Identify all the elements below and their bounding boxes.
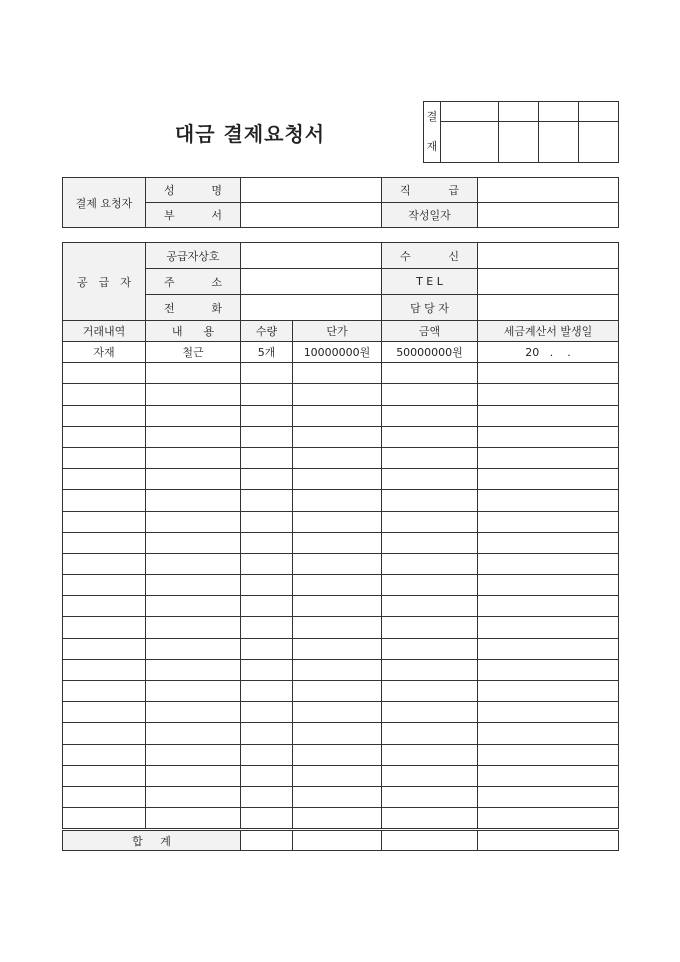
content-cell[interactable]	[146, 808, 241, 830]
recipient-label: 수 신	[382, 243, 478, 269]
amount-cell[interactable]	[382, 617, 478, 638]
item-row-empty	[63, 363, 619, 384]
approval-title-cell[interactable]	[441, 102, 499, 122]
quantity-cell[interactable]	[241, 638, 293, 659]
tax-date-cell[interactable]	[478, 702, 619, 723]
item-row	[63, 342, 619, 363]
total-tax-date[interactable]	[478, 830, 619, 851]
tax-date-cell[interactable]	[478, 511, 619, 532]
quantity-cell[interactable]	[241, 702, 293, 723]
content-cell[interactable]	[146, 659, 241, 680]
tax-date-cell[interactable]	[478, 765, 619, 786]
unit-price-cell[interactable]	[293, 808, 382, 830]
tax-date-cell[interactable]	[478, 426, 619, 447]
content-cell[interactable]	[146, 447, 241, 468]
content-cell[interactable]	[146, 723, 241, 744]
item-row-empty	[63, 681, 619, 702]
item-row-empty	[63, 469, 619, 490]
tax-date-cell[interactable]	[478, 659, 619, 680]
transaction-cell[interactable]	[63, 659, 146, 680]
approval-label	[424, 102, 441, 163]
item-row-empty	[63, 405, 619, 426]
transaction-cell[interactable]	[63, 786, 146, 807]
tax-date-cell[interactable]	[478, 638, 619, 659]
unit-price-cell[interactable]: 10000000원	[293, 342, 382, 363]
item-row-empty	[63, 511, 619, 532]
amount-cell[interactable]	[382, 786, 478, 807]
approval-title-cell[interactable]	[499, 102, 539, 122]
quantity-cell[interactable]	[241, 744, 293, 765]
quantity-cell[interactable]	[241, 553, 293, 574]
item-row-empty	[63, 702, 619, 723]
quantity-header: 수량	[241, 321, 293, 342]
unit-price-cell[interactable]	[293, 490, 382, 511]
quantity-cell[interactable]	[241, 511, 293, 532]
content-cell[interactable]	[146, 681, 241, 702]
amount-cell[interactable]	[382, 638, 478, 659]
unit-price-cell[interactable]	[293, 405, 382, 426]
manager-field[interactable]	[478, 295, 619, 321]
content-cell[interactable]	[146, 532, 241, 553]
item-row-empty	[63, 786, 619, 807]
phone-field[interactable]	[241, 295, 382, 321]
quantity-cell[interactable]	[241, 681, 293, 702]
position-field[interactable]	[478, 178, 619, 203]
tax-date-cell[interactable]	[478, 596, 619, 617]
transaction-cell[interactable]	[63, 596, 146, 617]
approval-sign-cell[interactable]	[441, 122, 499, 163]
transaction-cell[interactable]	[63, 681, 146, 702]
page-title: 대금 결제요청서	[174, 122, 326, 146]
transaction-header: 거래내역	[63, 321, 146, 342]
unit-price-cell[interactable]	[293, 744, 382, 765]
transaction-cell[interactable]	[63, 723, 146, 744]
amount-cell[interactable]: 50000000원	[382, 342, 478, 363]
unit-price-cell[interactable]	[293, 723, 382, 744]
amount-cell[interactable]	[382, 511, 478, 532]
content-cell[interactable]	[146, 469, 241, 490]
content-cell[interactable]	[146, 511, 241, 532]
approval-sign-cell[interactable]	[499, 122, 539, 163]
approval-sign-cell[interactable]	[579, 122, 619, 163]
content-cell[interactable]	[146, 617, 241, 638]
amount-cell[interactable]	[382, 723, 478, 744]
amount-cell[interactable]	[382, 681, 478, 702]
manager-label: 담 당 자	[382, 295, 478, 321]
quantity-cell[interactable]	[241, 808, 293, 830]
item-row-empty	[63, 765, 619, 786]
unit-price-cell[interactable]	[293, 447, 382, 468]
unit-price-header: 단가	[293, 321, 382, 342]
transaction-cell[interactable]	[63, 617, 146, 638]
amount-cell[interactable]	[382, 808, 478, 830]
amount-cell[interactable]	[382, 765, 478, 786]
item-row-empty	[63, 532, 619, 553]
approval-label-bottom: 재	[426, 140, 438, 153]
date-field[interactable]	[478, 203, 619, 228]
amount-cell[interactable]	[382, 702, 478, 723]
unit-price-cell[interactable]	[293, 702, 382, 723]
requester-section-label: 결제 요청자	[63, 178, 146, 228]
company-label: 공급자상호	[146, 243, 241, 269]
item-row-empty	[63, 808, 619, 830]
unit-price-cell[interactable]	[293, 575, 382, 596]
supplier-section-label: 공 급 자	[63, 243, 146, 321]
amount-cell[interactable]	[382, 447, 478, 468]
transaction-cell[interactable]	[63, 702, 146, 723]
transaction-cell[interactable]	[63, 426, 146, 447]
approval-title-cell[interactable]	[579, 102, 619, 122]
content-cell[interactable]	[146, 426, 241, 447]
requester-table	[62, 177, 619, 228]
quantity-cell[interactable]	[241, 617, 293, 638]
items-header-row	[63, 321, 619, 342]
quantity-cell[interactable]: 5개	[241, 342, 293, 363]
amount-cell[interactable]	[382, 426, 478, 447]
transaction-cell[interactable]	[63, 765, 146, 786]
unit-price-cell[interactable]	[293, 511, 382, 532]
transaction-cell[interactable]	[63, 553, 146, 574]
tax-date-cell[interactable]	[478, 786, 619, 807]
tax-date-cell[interactable]	[478, 490, 619, 511]
item-row-empty	[63, 575, 619, 596]
content-cell[interactable]	[146, 744, 241, 765]
amount-cell[interactable]	[382, 596, 478, 617]
tel-label: T E L	[382, 269, 478, 295]
total-row	[63, 830, 619, 851]
unit-price-cell[interactable]	[293, 363, 382, 384]
content-cell[interactable]: 철근	[146, 342, 241, 363]
item-row-empty	[63, 426, 619, 447]
item-row-empty	[63, 617, 619, 638]
unit-price-cell[interactable]	[293, 596, 382, 617]
transaction-cell[interactable]	[63, 638, 146, 659]
quantity-cell[interactable]	[241, 490, 293, 511]
tax-date-cell[interactable]	[478, 553, 619, 574]
unit-price-cell[interactable]	[293, 681, 382, 702]
tax-date-cell[interactable]	[478, 617, 619, 638]
content-cell[interactable]	[146, 490, 241, 511]
item-row-empty	[63, 384, 619, 405]
tel-field[interactable]	[478, 269, 619, 295]
address-field[interactable]	[241, 269, 382, 295]
content-cell[interactable]	[146, 405, 241, 426]
tax-date-cell[interactable]	[478, 681, 619, 702]
total-unit-price[interactable]	[293, 830, 382, 851]
company-field[interactable]	[241, 243, 382, 269]
amount-cell[interactable]	[382, 575, 478, 596]
tax-date-cell[interactable]	[478, 469, 619, 490]
approval-title-cell[interactable]	[539, 102, 579, 122]
content-cell[interactable]	[146, 553, 241, 574]
item-row-empty	[63, 659, 619, 680]
approval-sign-cell[interactable]	[539, 122, 579, 163]
transaction-cell[interactable]	[63, 490, 146, 511]
tax-date-cell[interactable]	[478, 723, 619, 744]
quantity-cell[interactable]	[241, 447, 293, 468]
transaction-cell[interactable]	[63, 532, 146, 553]
total-amount[interactable]	[382, 830, 478, 851]
transaction-cell[interactable]	[63, 744, 146, 765]
date-label: 작성일자	[382, 203, 478, 228]
unit-price-cell[interactable]	[293, 384, 382, 405]
approval-label-top: 결	[426, 110, 438, 123]
amount-cell[interactable]	[382, 532, 478, 553]
item-row-empty	[63, 723, 619, 744]
quantity-cell[interactable]	[241, 384, 293, 405]
amount-cell[interactable]	[382, 384, 478, 405]
quantity-cell[interactable]	[241, 786, 293, 807]
unit-price-cell[interactable]	[293, 659, 382, 680]
amount-cell[interactable]	[382, 363, 478, 384]
quantity-cell[interactable]	[241, 596, 293, 617]
tax-date-cell[interactable]: 20 . .	[478, 342, 619, 363]
total-quantity[interactable]	[241, 830, 293, 851]
amount-cell[interactable]	[382, 405, 478, 426]
tax-date-cell[interactable]	[478, 532, 619, 553]
transaction-cell[interactable]	[63, 447, 146, 468]
amount-cell[interactable]	[382, 553, 478, 574]
unit-price-cell[interactable]	[293, 469, 382, 490]
transaction-cell[interactable]	[63, 469, 146, 490]
unit-price-cell[interactable]	[293, 553, 382, 574]
approval-box	[423, 101, 619, 163]
transaction-cell[interactable]	[63, 363, 146, 384]
transaction-cell[interactable]: 자재	[63, 342, 146, 363]
transaction-cell[interactable]	[63, 808, 146, 830]
transaction-cell[interactable]	[63, 575, 146, 596]
content-header: 내 용	[146, 321, 241, 342]
position-label: 직 급	[382, 178, 478, 203]
quantity-cell[interactable]	[241, 723, 293, 744]
content-cell[interactable]	[146, 363, 241, 384]
tax-date-cell[interactable]	[478, 744, 619, 765]
tax-invoice-date-header: 세금계산서 발생일	[478, 321, 619, 342]
name-label: 성 명	[146, 178, 241, 203]
item-row-empty	[63, 553, 619, 574]
transaction-cell[interactable]	[63, 511, 146, 532]
quantity-cell[interactable]	[241, 575, 293, 596]
quantity-cell[interactable]	[241, 532, 293, 553]
amount-cell[interactable]	[382, 490, 478, 511]
total-label: 합 계	[63, 830, 241, 851]
item-row-empty	[63, 447, 619, 468]
amount-cell[interactable]	[382, 659, 478, 680]
unit-price-cell[interactable]	[293, 532, 382, 553]
amount-cell[interactable]	[382, 469, 478, 490]
name-field[interactable]	[241, 178, 382, 203]
tax-date-cell[interactable]	[478, 405, 619, 426]
content-cell[interactable]	[146, 638, 241, 659]
content-cell[interactable]	[146, 765, 241, 786]
transaction-cell[interactable]	[63, 405, 146, 426]
transaction-cell[interactable]	[63, 384, 146, 405]
quantity-cell[interactable]	[241, 469, 293, 490]
amount-header: 금액	[382, 321, 478, 342]
quantity-cell[interactable]	[241, 659, 293, 680]
recipient-field[interactable]	[478, 243, 619, 269]
content-cell[interactable]	[146, 384, 241, 405]
content-cell[interactable]	[146, 786, 241, 807]
phone-label: 전 화	[146, 295, 241, 321]
address-label: 주 소	[146, 269, 241, 295]
supplier-items-table	[62, 242, 619, 851]
unit-price-cell[interactable]	[293, 617, 382, 638]
item-row-empty	[63, 638, 619, 659]
unit-price-cell[interactable]	[293, 638, 382, 659]
department-field[interactable]	[241, 203, 382, 228]
item-row-empty	[63, 744, 619, 765]
department-label: 부 서	[146, 203, 241, 228]
quantity-cell[interactable]	[241, 765, 293, 786]
tax-date-cell[interactable]	[478, 575, 619, 596]
unit-price-cell[interactable]	[293, 765, 382, 786]
content-cell[interactable]	[146, 575, 241, 596]
tax-date-cell[interactable]	[478, 363, 619, 384]
tax-date-cell[interactable]	[478, 384, 619, 405]
quantity-cell[interactable]	[241, 426, 293, 447]
content-cell[interactable]	[146, 596, 241, 617]
tax-date-cell[interactable]	[478, 447, 619, 468]
quantity-cell[interactable]	[241, 405, 293, 426]
item-row-empty	[63, 596, 619, 617]
item-row-empty	[63, 490, 619, 511]
amount-cell[interactable]	[382, 744, 478, 765]
unit-price-cell[interactable]	[293, 426, 382, 447]
tax-date-cell[interactable]	[478, 808, 619, 830]
unit-price-cell[interactable]	[293, 786, 382, 807]
quantity-cell[interactable]	[241, 363, 293, 384]
content-cell[interactable]	[146, 702, 241, 723]
